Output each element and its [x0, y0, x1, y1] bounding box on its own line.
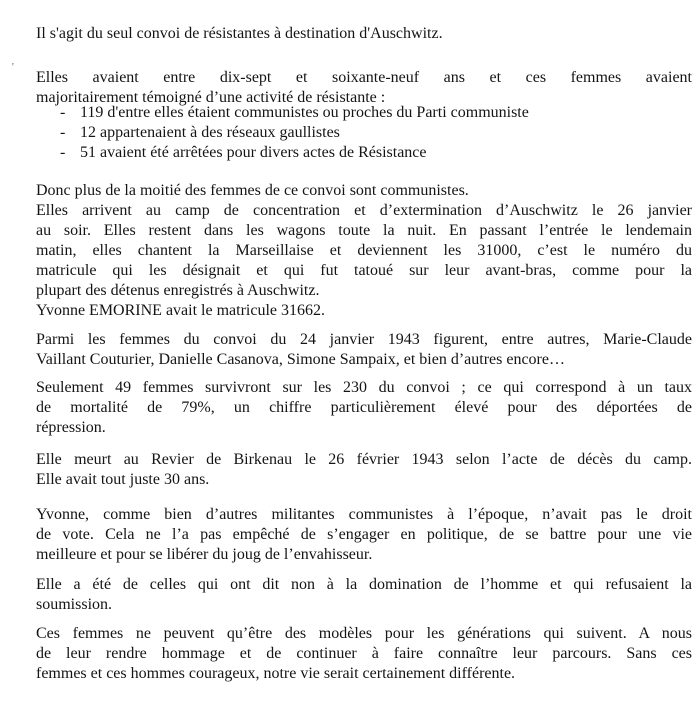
bullet-text: 12 appartenaient à des réseaux gaullistes: [80, 124, 340, 141]
arrival-line-4: matin, elles chantent la Marseillaise et deviennent les 31000, c’est le numéro du: [36, 242, 692, 259]
death-line-2: Elle avait tout juste 30 ans.: [36, 471, 210, 488]
arrival-line-3: au soir. Elles restent dans les wagons toute la nuit. En passant l’entrée le lendemain: [36, 222, 692, 239]
bullet-text: 51 avaient été arrêtées pour divers actes de Résistance: [80, 144, 427, 161]
closing-line-2: de leur rendre hommage et de continuer à faire connaître leur parcours. Sans ces: [36, 645, 692, 662]
bullet-dash: -: [60, 104, 66, 121]
vote-line-1: Yvonne, comme bien d’autres militantes communistes à l’époque, n’avait pas le droit: [36, 506, 692, 523]
list-item: [60, 123, 529, 143]
intro-paragraph: [36, 24, 692, 44]
closing-paragraph: [36, 624, 692, 684]
survivors-line-2: de mortalité de 79%, un chiffre particulièrement élevé pour des déportées de: [36, 399, 692, 416]
arrival-paragraph: [36, 181, 692, 321]
bullet-dash: -: [60, 124, 66, 141]
arrival-line-1: Donc plus de la moitié des femmes de ce convoi sont communistes.: [36, 182, 469, 199]
survivors-line-3: répression.: [36, 419, 106, 436]
vote-line-2: de vote. Cela ne l’a pas empêché de s’engager en politique, de se battre pour une vie: [36, 526, 692, 543]
vote-line-3: meilleure et pour se libérer du joug de l’envahisseur.: [36, 546, 373, 563]
refusal-line-2: soumission.: [36, 596, 113, 613]
survivors-line-1: Seulement 49 femmes survivront sur les 230 du convoi ; ce qui correspond à un taux: [36, 379, 692, 396]
death-line-1: Elle meurt au Revier de Birkenau le 26 février 1943 selon l’acte de décès du camp.: [36, 451, 692, 468]
arrival-line-2: Elles arrivent au camp de concentration et d’extermination d’Auschwitz le 26 janvier: [36, 202, 692, 219]
names-line-1: Parmi les femmes du convoi du 24 janvier 1943 figurent, entre autres, Marie-Claude: [36, 331, 692, 348]
names-paragraph: [36, 330, 692, 370]
ages-line-1: Elles avaient entre dix-sept et soixante-neuf ans et ces femmes avaient: [36, 69, 692, 86]
stray-mark: ': [12, 62, 14, 73]
refusal-paragraph: [36, 575, 692, 615]
survivors-paragraph: [36, 378, 692, 438]
bullet-dash: -: [60, 144, 66, 161]
names-line-2: Vaillant Couturier, Danielle Casanova, Simone Sampaix, et bien d’autres encore…: [36, 351, 565, 368]
intro-line: Il s'agit du seul convoi de résistantes à destination d'Auschwitz.: [36, 25, 443, 42]
arrival-line-5: matricule qui les désignait et qui fut tatoué sur leur avant-bras, comme pour la: [36, 262, 692, 279]
arrival-line-7: Yvonne EMORINE avait le matricule 31662.: [36, 302, 325, 319]
ages-line-2: majoritairement témoigné d’une activité de résistante :: [36, 89, 386, 106]
arrival-line-6: plupart des détenus enregistrés à Auschwitz.: [36, 282, 320, 299]
refusal-line-1: Elle a été de celles qui ont dit non à la domination de l’homme et qui refusaient la: [36, 576, 692, 593]
bullet-list: [60, 103, 529, 163]
list-item: [60, 143, 529, 163]
ages-paragraph: [36, 68, 692, 108]
closing-line-3: femmes et ces hommes courageux, notre vie serait certainement différente.: [36, 665, 516, 682]
closing-line-1: Ces femmes ne peuvent qu’être des modèles pour les générations qui suivent. A nous: [36, 625, 692, 642]
vote-paragraph: [36, 505, 692, 565]
list-item: [60, 103, 529, 123]
bullet-text: 119 d'entre elles étaient communistes ou proches du Parti communiste: [80, 104, 529, 121]
death-paragraph: [36, 450, 692, 490]
